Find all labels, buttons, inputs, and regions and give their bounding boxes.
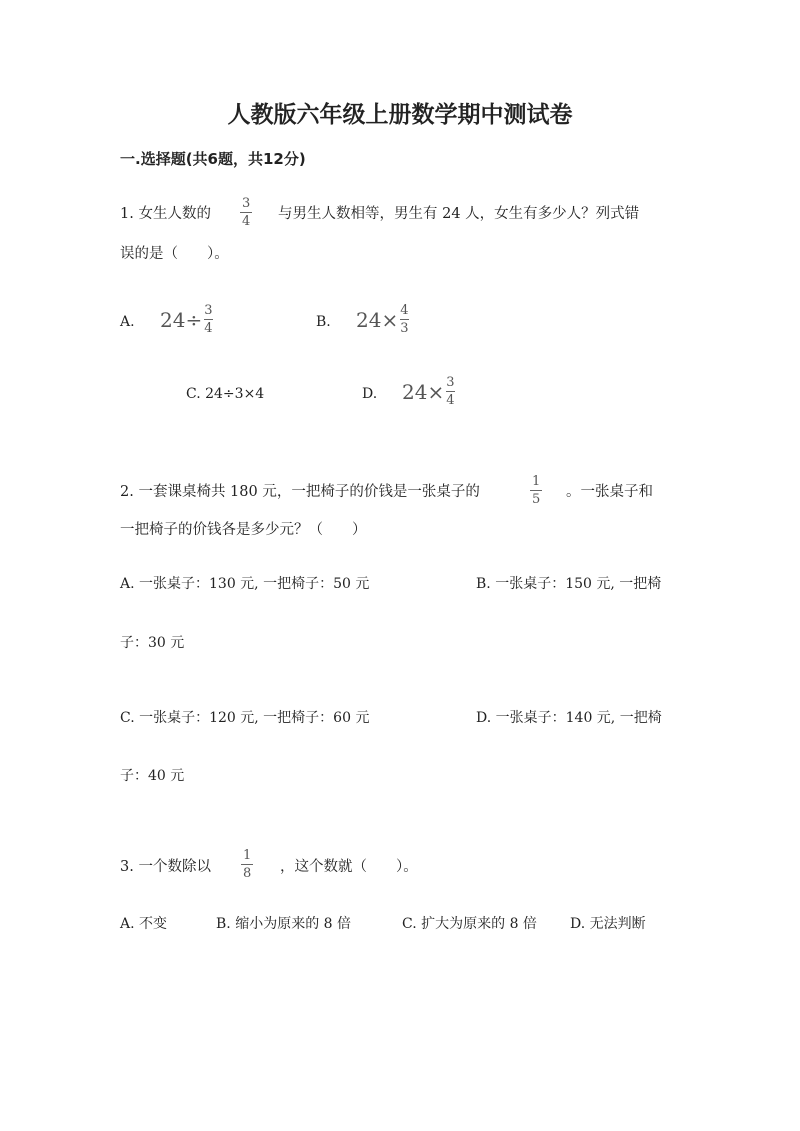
q2-option-d-line1: D. 一张桌子：140 元, 一把椅 — [476, 710, 662, 726]
section-heading: 一.选择题(共6题，共12分) — [120, 150, 306, 168]
q1-option-d-base: 24× — [402, 379, 445, 404]
q1-option-d-denominator: 4 — [446, 393, 455, 408]
q2-text-part2: 。一张桌子和 — [566, 484, 653, 500]
q2-text-line2: 一把椅子的价钱各是多少元？（ ） — [120, 522, 367, 538]
q1-option-d-numerator: 3 — [446, 375, 455, 390]
q2-option-c: C. 一张桌子：120 元, 一把椅子：60 元 — [120, 710, 370, 726]
q2-option-b-line1: B. 一张桌子：150 元, 一把椅 — [476, 576, 662, 592]
q1-option-d-label: D. — [362, 386, 378, 402]
q1-option-a-denominator: 4 — [204, 321, 213, 336]
fraction-bar — [400, 319, 408, 320]
q1-fraction-numerator: 3 — [242, 196, 251, 211]
q2-fraction-denominator: 5 — [532, 492, 541, 507]
q3-text-part2: ，这个数就（ ）。 — [280, 859, 418, 875]
q2-text-part1: 2. 一套课桌椅共 180 元，一把椅子的价钱是一张桌子的 — [120, 484, 480, 500]
fraction-bar — [204, 319, 212, 320]
q1-option-a-fraction — [204, 304, 212, 335]
q3-fraction-numerator: 1 — [243, 848, 252, 863]
q1-option-b-denominator: 3 — [400, 321, 409, 336]
q1-option-a-numerator: 3 — [204, 303, 213, 318]
q1-option-d-fraction — [446, 376, 454, 407]
q2-option-a: A. 一张桌子：130 元, 一把椅子：50 元 — [120, 576, 370, 592]
fraction-bar — [446, 391, 454, 392]
q1-option-b-numerator: 4 — [400, 303, 409, 318]
q1-option-c: C. 24÷3×4 — [186, 386, 265, 402]
q1-option-b-expression — [356, 304, 409, 335]
q1-option-a-expression — [160, 304, 213, 335]
q1-text-line2: 误的是（ ）。 — [120, 246, 229, 262]
q3-option-c: C. 扩大为原来的 8 倍 — [402, 916, 537, 932]
page-title: 人教版六年级上册数学期中测试卷 — [227, 102, 573, 128]
q3-text-part1: 3. 一个数除以 — [120, 859, 211, 875]
q1-text-part2: 与男生人数相等，男生有 24 人，女生有多少人？列式错 — [278, 206, 640, 222]
q1-fraction-denominator: 4 — [242, 214, 251, 229]
q1-option-b-fraction — [400, 304, 408, 335]
q3-option-b: B. 缩小为原来的 8 倍 — [216, 916, 351, 932]
q2-option-d-line2: 子：40 元 — [120, 768, 185, 784]
q2-option-b-line2: 子：30 元 — [120, 635, 185, 651]
q1-option-a-label: A. — [120, 314, 135, 330]
q2-fraction-numerator: 1 — [532, 474, 541, 489]
q1-option-b-base: 24× — [356, 307, 399, 332]
q3-option-a: A. 不变 — [120, 916, 168, 932]
q3-option-d: D. 无法判断 — [570, 916, 646, 932]
q1-fraction — [240, 197, 252, 228]
q3-fraction — [241, 849, 253, 880]
q1-text-part1: 1. 女生人数的 — [120, 206, 211, 222]
q1-option-d-expression — [402, 376, 455, 407]
q3-fraction-denominator: 8 — [243, 866, 252, 881]
q1-option-b-label: B. — [316, 314, 331, 330]
q2-fraction — [530, 475, 542, 506]
q1-option-a-base: 24÷ — [160, 307, 203, 332]
